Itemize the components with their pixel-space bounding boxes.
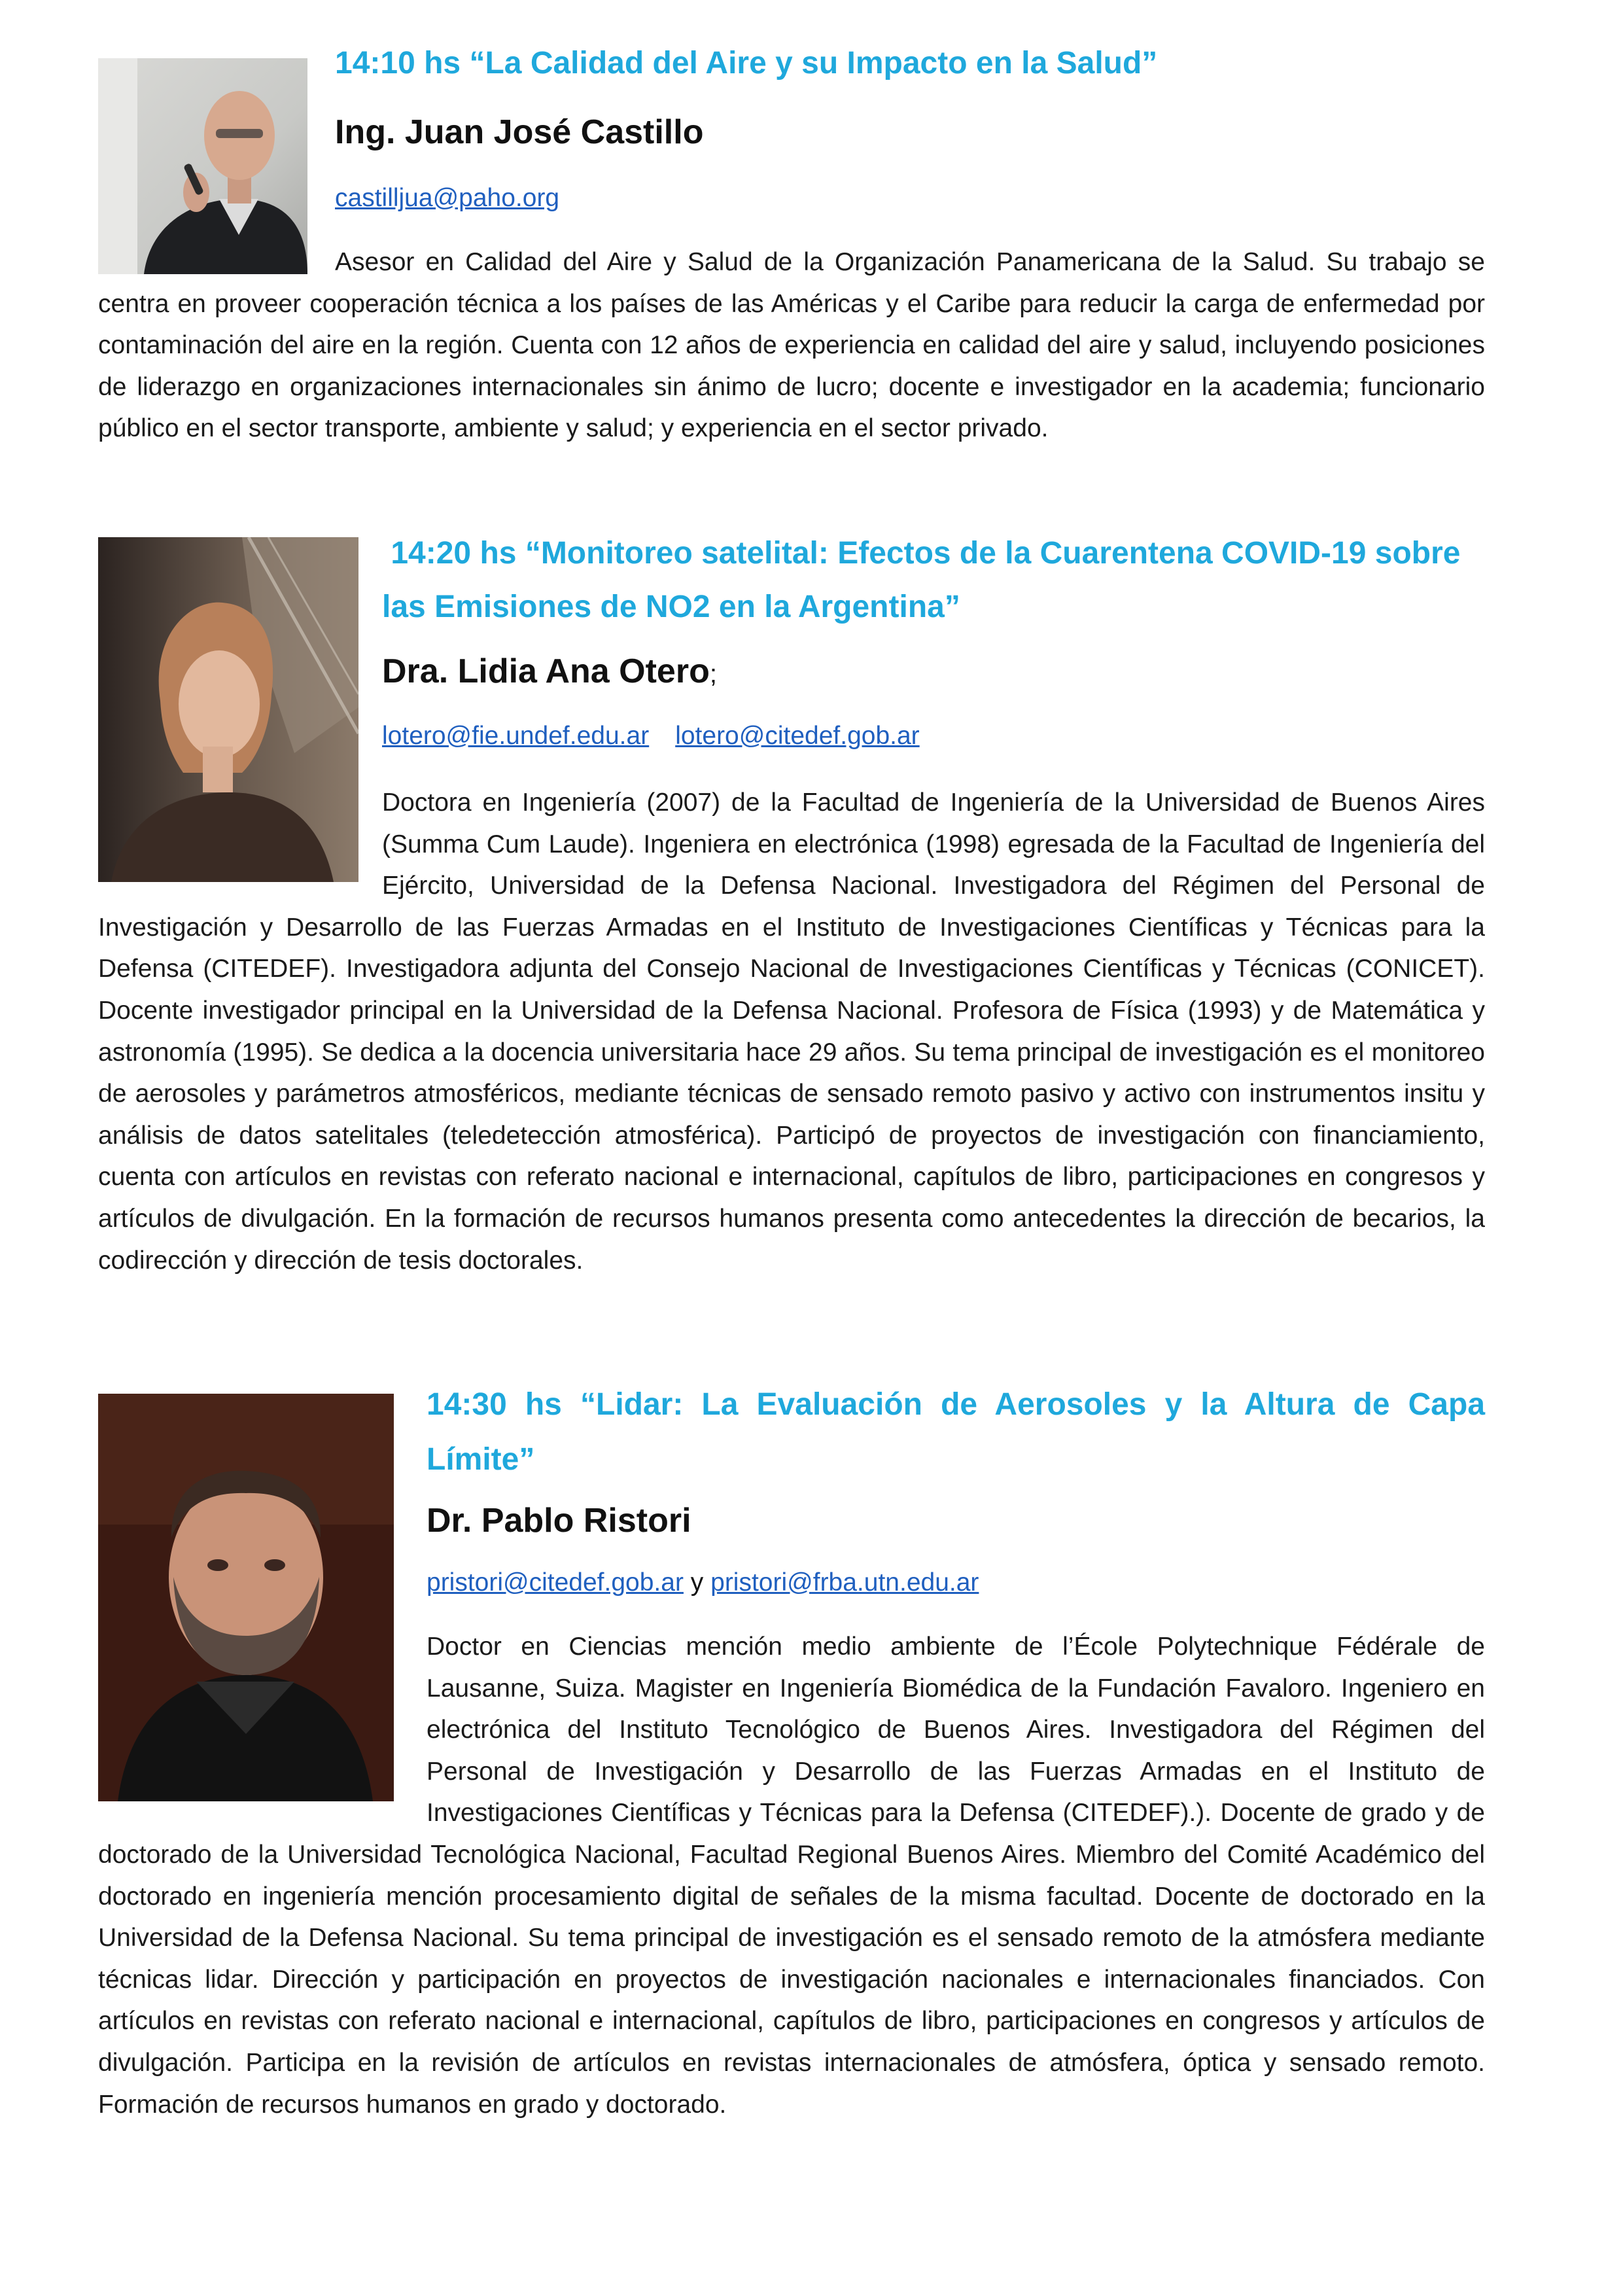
talk-title: 14:20 hs “Monitoreo satelital: Efectos de la Cuarentena COVID-19 sobre las Emisiones de NO2 en la Argentina” bbox=[382, 536, 1461, 624]
speaker-name: Ing. Juan José Castillo bbox=[335, 113, 704, 151]
speaker-photo-ristori bbox=[98, 1394, 394, 1801]
speaker-name: Dr. Pablo Ristori bbox=[427, 1502, 691, 1540]
speaker-photo-castillo bbox=[98, 58, 307, 274]
speaker-section-otero bbox=[98, 527, 1485, 1281]
speaker-photo-otero bbox=[98, 537, 358, 882]
speaker-emails: pristori@citedef.gob.ar y pristori@frba.utn.edu.ar bbox=[427, 1568, 979, 1597]
speaker-bio: Asesor en Calidad del Aire y Salud de la Organización Panamericana de la Salud. Su trabajo se centra en proveer cooperación técnica a los países de las Américas y el Caribe para reducir la carga de enfermedad por contaminación del aire en la región. Cuenta con 12 años de experiencia en calidad del aire y salud, incluyendo posiciones de liderazgo en organizaciones internacionales sin ánimo de lucro; docente e investigador en la academia; funcionario público en el sector transporte, ambiente y salud; y experiencia en el sector privado. bbox=[98, 248, 1485, 443]
email-link[interactable]: lotero@citedef.gob.ar bbox=[675, 722, 920, 750]
email-link[interactable]: castilljua@paho.org bbox=[335, 184, 560, 212]
speaker-bio: Doctor en Ciencias mención medio ambiente de l’École Polytechnique Fédérale de Lausanne, Suiza. Magister en Ingeniería Biomédica de la Fundación Favaloro. Ingeniero en electrónica del Instituto Tecnológico de Buenos Aires. Investigadora del Régimen del Personal de Investigación y Desarrollo de las Fuerzas Armadas en el Instituto de Investigaciones Científicas y Técnicas para la Defensa (CITEDEF).). Docente de grado y de doctorado de la Universidad Tecnológica Nacional, Facultad Regional Buenos Aires. Miembro del Comité Académico del doctorado en ingeniería mención procesamiento digital de señales de la misma facultad. Docente de doctorado en la Universidad de la Defensa Nacional. Su tema principal de investigación es el sensado remoto de la atmósfera mediante técnicas lidar. Dirección y participación en proyectos de investigación nacionales e internacionales financiados. Con artículos en revistas con referato nacional e internacional, capítulos de libro, participaciones en congresos y artículos de divulgación. Participa en la revisión de artículos en revistas internacionales de atmósfera, óptica y sensado remoto. Formación de recursos humanos en grado y doctorado. bbox=[98, 1633, 1485, 2119]
talk-title: 14:30 hs “Lidar: La Evaluación de Aerosoles y la Altura de Capa Límite” bbox=[427, 1387, 1486, 1477]
talk-title: 14:10 hs “La Calidad del Aire y su Impacto en la Salud” bbox=[335, 46, 1158, 80]
email-link[interactable]: lotero@fie.undef.edu.ar bbox=[382, 722, 650, 750]
speaker-section-ristori bbox=[98, 1377, 1485, 2125]
email-link[interactable]: pristori@citedef.gob.ar bbox=[427, 1568, 684, 1597]
speaker-name: Dra. Lidia Ana Otero; bbox=[382, 652, 717, 690]
email-link[interactable]: pristori@frba.utn.edu.ar bbox=[710, 1568, 979, 1597]
speaker-bio: Doctora en Ingeniería (2007) de la Facultad de Ingeniería de la Universidad de Buenos Aires (Summa Cum Laude). Ingeniera en electrónica (1998) egresada de la Facultad de Ingeniería del Ejército, Universidad de la Defensa Nacional. Investigadora del Régimen del Personal de Investigación y Desarrollo de las Fuerzas Armadas en el Instituto de Investigaciones Científicas y Técnicas para la Defensa (CITEDEF). Investigadora adjunta del Consejo Nacional de Investigaciones Científicas y Técnicas (CONICET). Docente investigador principal en la Universidad de la Defensa Nacional. Profesora de Física (1993) y de Matemática y astronomía (1995). Se dedica a la docencia universitaria hace 29 años. Su tema principal de investigación es el monitoreo de aerosoles y parámetros atmosféricos, mediante técnicas de sensado remoto pasivo y activo con instrumentos insitu y análisis de datos satelitales (teledetección atmosférica). Participó de proyectos de investigación con financiamiento, cuenta con artículos en revistas con referato nacional e internacional, capítulos de libro, participaciones en congresos y artículos de divulgación. En la formación de recursos humanos presenta como antecedentes la dirección de becarios, la codirección y dirección de tesis doctorales. bbox=[98, 788, 1485, 1275]
speaker-section-castillo bbox=[98, 36, 1485, 450]
